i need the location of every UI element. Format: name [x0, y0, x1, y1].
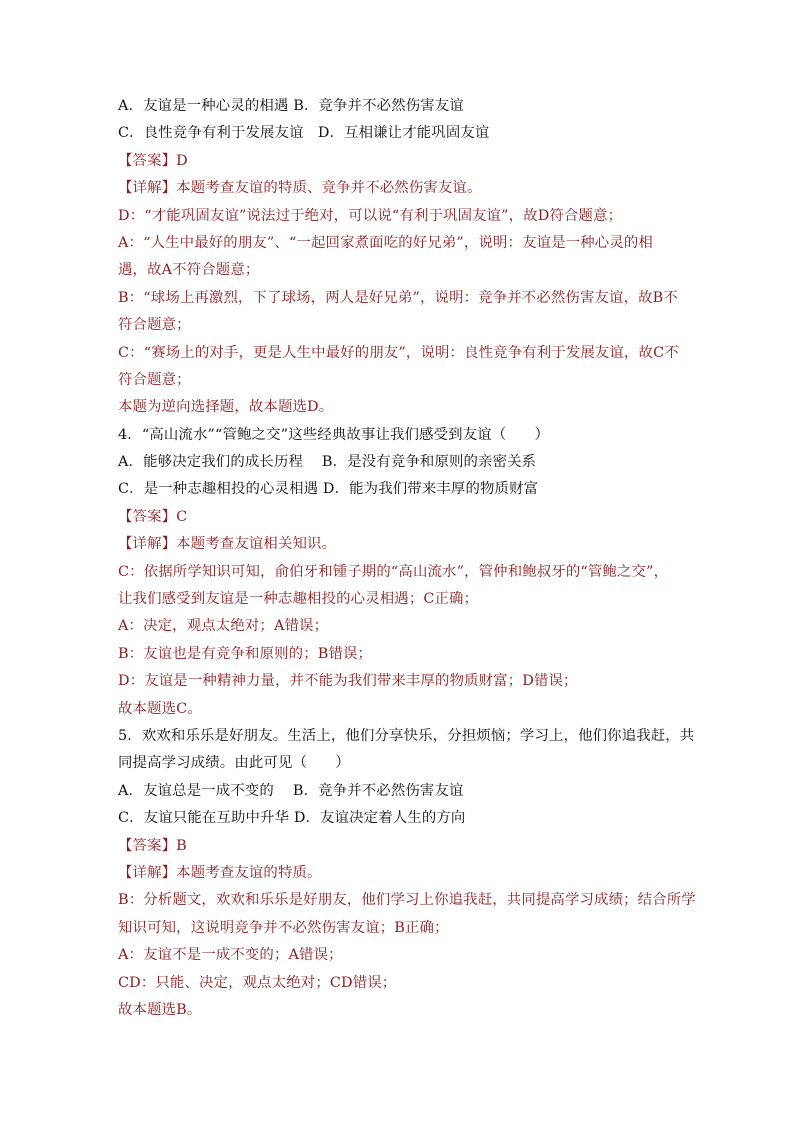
text-line: 【答案】D: [118, 152, 188, 169]
text-line: 【详解】本题考查友谊的特质、竞争并不必然伤害友谊。: [118, 180, 482, 197]
text-line: 符合题意；: [118, 317, 191, 334]
text-line: 本题为逆向选择题，故本题选D。: [118, 399, 334, 416]
text-line: 让我们感受到友谊是一种志趣相投的心灵相遇；C正确；: [118, 591, 479, 608]
text-line: 故本题选C。: [118, 700, 202, 717]
text-line: C：“赛场上的对手，更是人生中最好的朋友”，说明：良性竞争有利于发展友谊，故C不: [118, 344, 679, 361]
text-line: C．良性竞争有利于发展友谊 D．互相谦让才能巩固友谊: [118, 125, 490, 142]
text-line: D：“才能巩固友谊”说法过于绝对，可以说“有利于巩固友谊”，故D符合题意；: [118, 207, 623, 224]
text-line: 符合题意；: [118, 371, 191, 388]
text-line: C．友谊只能在互助中升华 D．友谊决定着人生的方向: [118, 810, 466, 827]
text-line: CD：只能、决定，观点太绝对；CD错误；: [118, 974, 397, 991]
text-line: A：友谊不是一成不变的；A错误；: [118, 947, 343, 964]
text-line: A．友谊是一种心灵的相遇 B．竞争并不必然伤害友谊: [118, 98, 464, 114]
text-line: 4．“高山流水”“管鲍之交”这些经典故事让我们感受到友谊（ ）: [118, 426, 550, 443]
text-line: 知识可知，这说明竞争并不必然伤害友谊；B正确；: [118, 919, 449, 936]
text-line: A．友谊总是一成不变的 B．竞争并不必然伤害友谊: [118, 782, 464, 799]
text-line: A．能够决定我们的成长历程 B．是没有竞争和原则的亲密关系: [118, 454, 537, 471]
text-line: 【详解】本题考查友谊相关知识。: [118, 536, 337, 553]
text-line: A：“人生中最好的朋友”、“一起回家煮面吃的好兄弟”，说明：友谊是一种心灵的相: [118, 234, 653, 251]
text-line: 【答案】B: [118, 837, 187, 854]
text-line: D：友谊是一种精神力量，并不能为我们带来丰厚的物质财富；D错误；: [118, 673, 578, 690]
text-line: 【详解】本题考查友谊的特质。: [118, 864, 322, 881]
document-body: [118, 93, 696, 1024]
text-line: A：决定，观点太绝对；A错误；: [118, 618, 329, 635]
text-line: 故本题选B。: [118, 1001, 202, 1018]
text-line: 同提高学习成绩。由此可见（ ）: [118, 755, 350, 772]
text-line: C．是一种志趣相投的心灵相遇 D．能为我们带来丰厚的物质财富: [118, 481, 539, 498]
text-line: B：“球场上再激烈，下了球场，两人是好兄弟”，说明：竞争并不必然伤害友谊，故B不: [118, 289, 678, 306]
text-line: B：分析题文，欢欢和乐乐是好朋友，他们学习上你追我赶，共同提高学习成绩；结合所学: [118, 892, 696, 909]
text-line: 遇，故A不符合题意；: [118, 262, 260, 279]
text-line: B：友谊也是有竞争和原则的；B错误；: [118, 645, 373, 662]
text-line: 【答案】C: [118, 508, 188, 525]
text-line: 5．欢欢和乐乐是好朋友。生活上，他们分享快乐，分担烦恼；学习上，他们你追我赶，共: [118, 727, 695, 744]
text-line: C：依据所学知识可知，俞伯牙和锺子期的“高山流水”，管仲和鲍叔牙的“管鲍之交”，: [118, 563, 669, 580]
